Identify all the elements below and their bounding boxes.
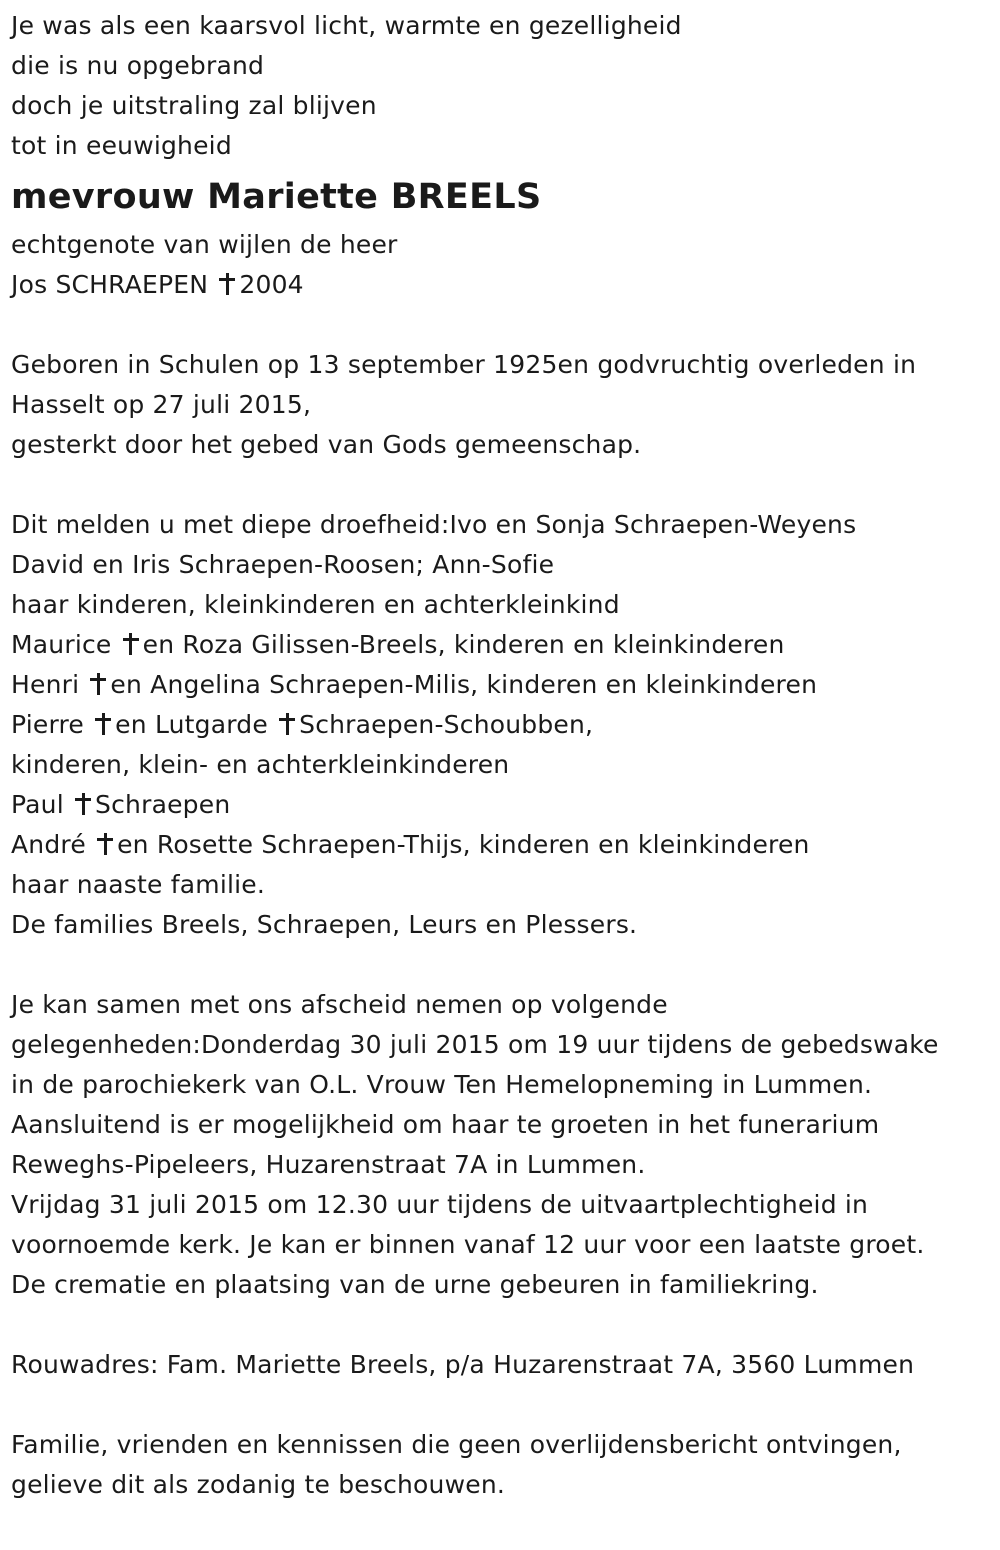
birth-death-line: Geboren in Schulen op 13 september 1925en godvruchtig overleden in: [11, 350, 917, 379]
spacer: [11, 945, 1000, 985]
spacer: [11, 1385, 1000, 1425]
family-line-maurice: [11, 625, 1000, 665]
poem-line: Je was als een kaarsvol licht, warmte en gezelligheid: [11, 11, 682, 40]
family-line: haar naaste familie.: [11, 870, 265, 899]
farewell-line: Je kan samen met ons afscheid nemen op volgende: [11, 990, 668, 1019]
family-rest: Schraepen: [95, 790, 231, 819]
family-name: Paul: [11, 790, 64, 819]
poem-line: die is nu opgebrand: [11, 51, 265, 80]
family-line-paul: [11, 785, 1000, 825]
family-name: André: [11, 830, 86, 859]
poem-line: doch je uitstraling zal blijven: [11, 91, 377, 120]
family-line: De families Breels, Schraepen, Leurs en Plessers.: [11, 910, 638, 939]
closing-line: Familie, vrienden en kennissen die geen overlijdensbericht ontvingen,: [11, 1430, 902, 1459]
family-rest: Schraepen-Schoubben,: [299, 710, 594, 739]
birth-death-section: [11, 345, 1000, 465]
farewell-line: Aansluitend is er mogelijkheid om haar te groeten in het funerarium: [11, 1110, 880, 1139]
spouse-section: [11, 225, 1000, 305]
family-line: haar kinderen, kleinkinderen en achterkleinkind: [11, 590, 620, 619]
farewell-line: De crematie en plaatsing van de urne gebeuren in familiekring.: [11, 1270, 819, 1299]
farewell-section: [11, 985, 1000, 1305]
family-line: David en Iris Schraepen-Roosen; Ann-Sofie: [11, 550, 555, 579]
family-rest: en Lutgarde: [115, 710, 268, 739]
cross-icon: [279, 713, 295, 735]
birth-death-line: Hasselt op 27 juli 2015,: [11, 390, 312, 419]
family-rest: en Angelina Schraepen-Milis, kinderen en kleinkinderen: [110, 670, 818, 699]
poem-line: tot in eeuwigheid: [11, 131, 232, 160]
farewell-line: Reweghs-Pipeleers, Huzarenstraat 7A in Lummen.: [11, 1150, 646, 1179]
spouse-death-year: 2004: [239, 270, 304, 299]
spouse-name: Jos SCHRAEPEN: [11, 270, 209, 299]
family-line-andre: [11, 825, 1000, 865]
family-line-henri: [11, 665, 1000, 705]
spouse-line: echtgenote van wijlen de heer: [11, 230, 398, 259]
spouse-name-line: [11, 265, 1000, 305]
family-name: Henri: [11, 670, 80, 699]
spacer: [11, 305, 1000, 345]
poem: [11, 6, 1000, 166]
birth-death-line: gesterkt door het gebed van Gods gemeenschap.: [11, 430, 642, 459]
spacer: [11, 465, 1000, 505]
cross-icon: [95, 713, 111, 735]
family-line: Dit melden u met diepe droefheid:Ivo en Sonja Schraepen-Weyens: [11, 510, 857, 539]
cross-icon: [90, 673, 106, 695]
cross-icon: [97, 833, 113, 855]
deceased-name: mevrouw Mariette BREELS: [11, 177, 542, 217]
closing-line: gelieve dit als zodanig te beschouwen.: [11, 1470, 506, 1499]
spacer: [11, 1305, 1000, 1345]
farewell-line: gelegenheden:Donderdag 30 juli 2015 om 19 uur tijdens de gebedswake: [11, 1030, 939, 1059]
family-section: [11, 505, 1000, 945]
family-line: kinderen, klein- en achterkleinkinderen: [11, 750, 510, 779]
family-name: Pierre: [11, 710, 85, 739]
cross-icon: [219, 273, 235, 295]
farewell-line: voornoemde kerk. Je kan er binnen vanaf 12 uur voor een laatste groet.: [11, 1230, 925, 1259]
cross-icon: [123, 633, 139, 655]
mourning-address: Rouwadres: Fam. Mariette Breels, p/a Huzarenstraat 7A, 3560 Lummen: [11, 1350, 915, 1379]
closing-section: [11, 1425, 1000, 1505]
farewell-line: Vrijdag 31 juli 2015 om 12.30 uur tijdens de uitvaartplechtigheid in: [11, 1190, 869, 1219]
cross-icon: [75, 793, 91, 815]
family-line-pierre: [11, 705, 1000, 745]
farewell-line: in de parochiekerk van O.L. Vrouw Ten Hemelopneming in Lummen.: [11, 1070, 873, 1099]
family-name: Maurice: [11, 630, 112, 659]
family-rest: en Roza Gilissen-Breels, kinderen en kleinkinderen: [142, 630, 785, 659]
family-rest: en Rosette Schraepen-Thijs, kinderen en kleinkinderen: [117, 830, 810, 859]
